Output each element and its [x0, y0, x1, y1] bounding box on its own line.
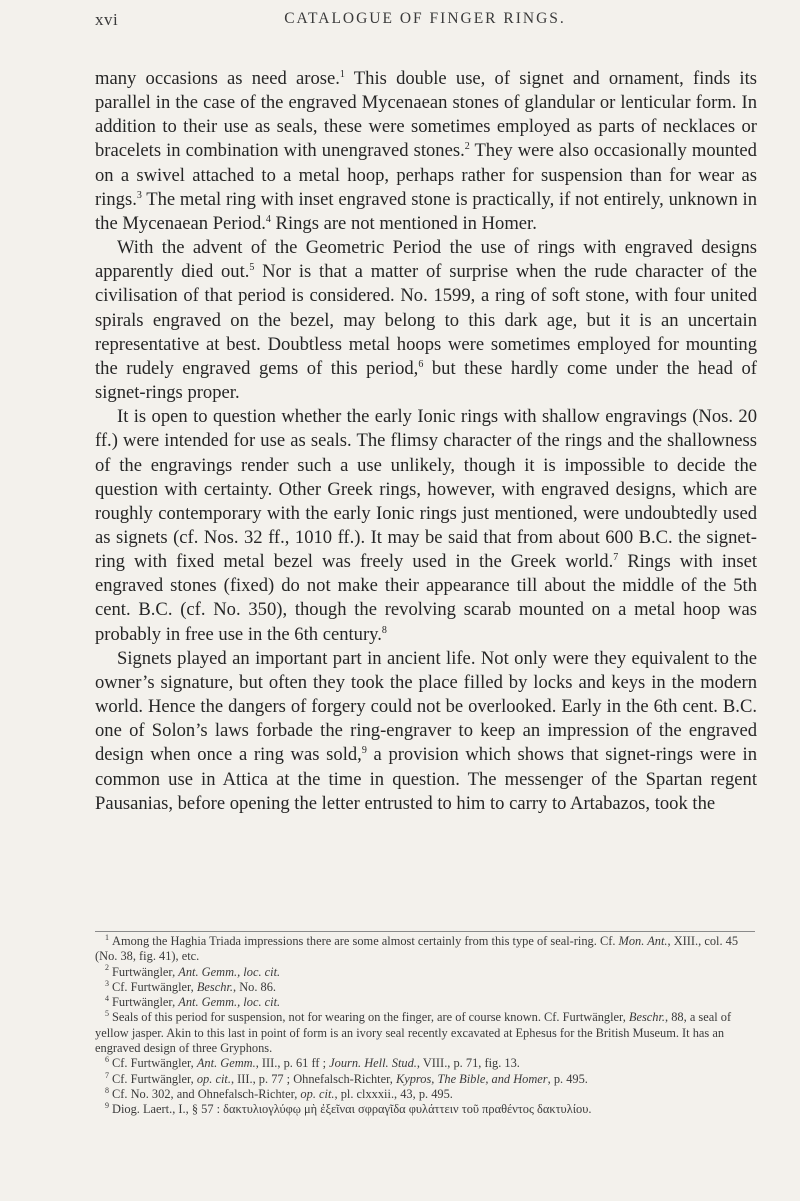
- text-run: Signets played an important part in ancient life. Not only were they equivalent to the owner’s signature, but often they took the place filled by locks and keys in the modern world. Hence the dangers of forgery could not be overlooked. Early in the 6th cent. B.C. one of Solon’s laws forbade the ring-engraver to keep an impression of the engraved design when once a ring was sold,: [95, 647, 757, 766]
- footnote-number: 4: [105, 994, 109, 1004]
- italic-text: Kypros, The Bible, and Homer: [395, 1071, 548, 1086]
- text-run: Cf. No. 302, and Ohnefalsch-Richter,: [112, 1086, 301, 1101]
- text-run: The metal ring with inset engraved stone is practically, if not entirely, unknown in the Mycenaean Period.: [95, 188, 757, 234]
- text-run: , XIII., col. 45 (No. 38, fig. 41), etc.: [95, 934, 739, 964]
- footnote-rule: [95, 931, 755, 932]
- footnote: [95, 1102, 757, 1117]
- text-run: , III., p. 77 ; Ohnefalsch-Richter,: [230, 1071, 396, 1086]
- footnote-number: 7: [105, 1070, 109, 1080]
- text-run: Cf. Furtwängler,: [112, 979, 197, 994]
- footnote-ref: 5: [249, 262, 255, 274]
- paragraph: [95, 647, 757, 816]
- text-run: , pl. clxxxii., 43, p. 495.: [334, 1086, 453, 1101]
- page-number: xvi: [95, 10, 119, 29]
- footnote-number: 3: [105, 978, 109, 988]
- footnote-ref: 4: [265, 213, 271, 225]
- text-run: Rings with inset engraved stones (fixed) do not make their appearance till about the middle of the 5th cent. B.C. (cf. No. 350), though the revolving scarab mounted on a metal hoop was probably in free use in the 6th century.: [95, 551, 757, 645]
- footnote: [95, 1010, 757, 1056]
- paragraph: [95, 405, 757, 647]
- footnotes: [95, 934, 757, 1118]
- text-run: Nor is that a matter of surprise when the rude character of the civilisation of that period is considered. No. 1599, a ring of soft stone, with four united spirals engraved on the bezel, may belong to this dark age, but it is an uncertain representative at best. Doubtless metal hoops were sometimes employed for mounting the rudely engraved gems of this period,: [95, 261, 757, 379]
- text-run: but these hardly come under the head of signet-rings proper.: [95, 357, 757, 404]
- text-run: This double use, of signet and ornament, finds its parallel in the case of the engraved Mycenaean stones of glandular or lenticular form. In addition to their use as seals, these were sometimes employed as parts of necklaces or bracelets in combination with unengraved stones.: [95, 68, 757, 162]
- text-run: It is open to question whether the early Ionic rings with shallow engravings (Nos. 20 ff.) were intended for use as seals. The flimsy character of the rings and the shallowness of the engravings render such a use unlikely, though it is impossible to decide the question with certainty. Other Greek rings, however, with engraved designs, which are roughly contemporary with the early Ionic rings just mentioned, were undoubtedly used as signets (cf. Nos. 32 ff., 1010 ff.). It may be said that from about 600 B.C. the signet-ring with fixed metal bezel was freely used in the Greek world.: [95, 406, 757, 573]
- text-run: , No. 86.: [233, 979, 277, 994]
- text-run: Rings are not mentioned in Homer.: [270, 212, 537, 234]
- footnote-number: 5: [105, 1009, 109, 1019]
- italic-text: Ant. Gemm., loc. cit.: [178, 964, 281, 979]
- footnote: [95, 934, 757, 965]
- footnote-ref: 7: [613, 551, 619, 563]
- footnote: [95, 995, 757, 1010]
- footnote-number: 1: [105, 932, 109, 942]
- italic-text: Journ. Hell. Stud.: [329, 1056, 417, 1071]
- text-run: , p. 495.: [547, 1071, 588, 1086]
- text-run: Diog. Laert., I., § 57 : δακτυλιογλύφῳ μὴ ἐξεῖναι σφραγῖδα φυλάττειν τοῦ πραθέντος δακτυλίου.: [112, 1102, 592, 1117]
- italic-text: Beschr.: [628, 1010, 666, 1025]
- footnote-ref: 6: [418, 358, 424, 370]
- italic-text: op. cit.: [300, 1086, 335, 1101]
- footnote-number: 2: [105, 963, 109, 973]
- footnote: [95, 1072, 757, 1087]
- text-run: , 88, a seal of yellow jasper. Akin to this last in point of form is an ivory seal recently excavated at Ephesus for the British Museum. It has an engraved design of three Gryphons.: [95, 1010, 732, 1056]
- italic-text: Mon. Ant.: [618, 934, 668, 948]
- italic-text: Beschr.: [196, 979, 233, 994]
- italic-text: Ant. Gemm., loc. cit.: [178, 995, 281, 1010]
- footnote-ref: 1: [339, 68, 345, 80]
- running-title: CATALOGUE OF FINGER RINGS.: [284, 10, 566, 27]
- text-run: Among the Haghia Triada impressions there are some almost certainly from this type of seal-ring. Cf.: [112, 934, 619, 948]
- footnote-number: 8: [105, 1085, 109, 1095]
- paragraph: [95, 67, 757, 236]
- footnote-ref: 8: [381, 624, 387, 636]
- text-run: Furtwängler,: [112, 995, 179, 1010]
- text-run: Cf. Furtwängler,: [112, 1056, 197, 1071]
- text-run: , III., p. 61 ff ;: [255, 1056, 330, 1071]
- text-run: many occasions as need arose.: [95, 68, 340, 89]
- running-header: [95, 10, 755, 28]
- italic-text: op. cit.: [196, 1071, 231, 1086]
- text-run: Seals of this period for suspension, not for wearing on the finger, are of course known. Cf. Furtwängler,: [112, 1010, 629, 1025]
- footnote: [95, 965, 757, 980]
- footnote: [95, 1087, 757, 1102]
- text-run: , VIII., p. 71, fig. 13.: [416, 1056, 520, 1071]
- italic-text: Ant. Gemm.: [196, 1056, 256, 1071]
- footnote: [95, 980, 757, 995]
- paragraph: [95, 236, 757, 405]
- body-text: [95, 67, 757, 816]
- text-run: With the advent of the Geometric Period the use of rings with engraved designs apparently died out.: [95, 237, 757, 283]
- text-run: a provision which shows that signet-rings were in common use in Attica at the time in question. The messenger of the Spartan regent Pausanias, before opening the letter entrusted to him to carry to Artabazos, took the: [95, 744, 757, 814]
- footnote-ref: 2: [464, 141, 470, 153]
- footnote-ref: 3: [136, 189, 142, 201]
- text-run: Cf. Furtwängler,: [112, 1071, 197, 1086]
- footnote: [95, 1056, 757, 1071]
- footnote-ref: 9: [361, 745, 367, 757]
- footnote-number: 6: [105, 1055, 109, 1065]
- text-run: Furtwängler,: [112, 964, 179, 979]
- footnote-number: 9: [105, 1101, 109, 1111]
- text-run: They were also occasionally mounted on a swivel attached to a metal hoop, perhaps rather for suspension than for wear as rings.: [95, 140, 757, 210]
